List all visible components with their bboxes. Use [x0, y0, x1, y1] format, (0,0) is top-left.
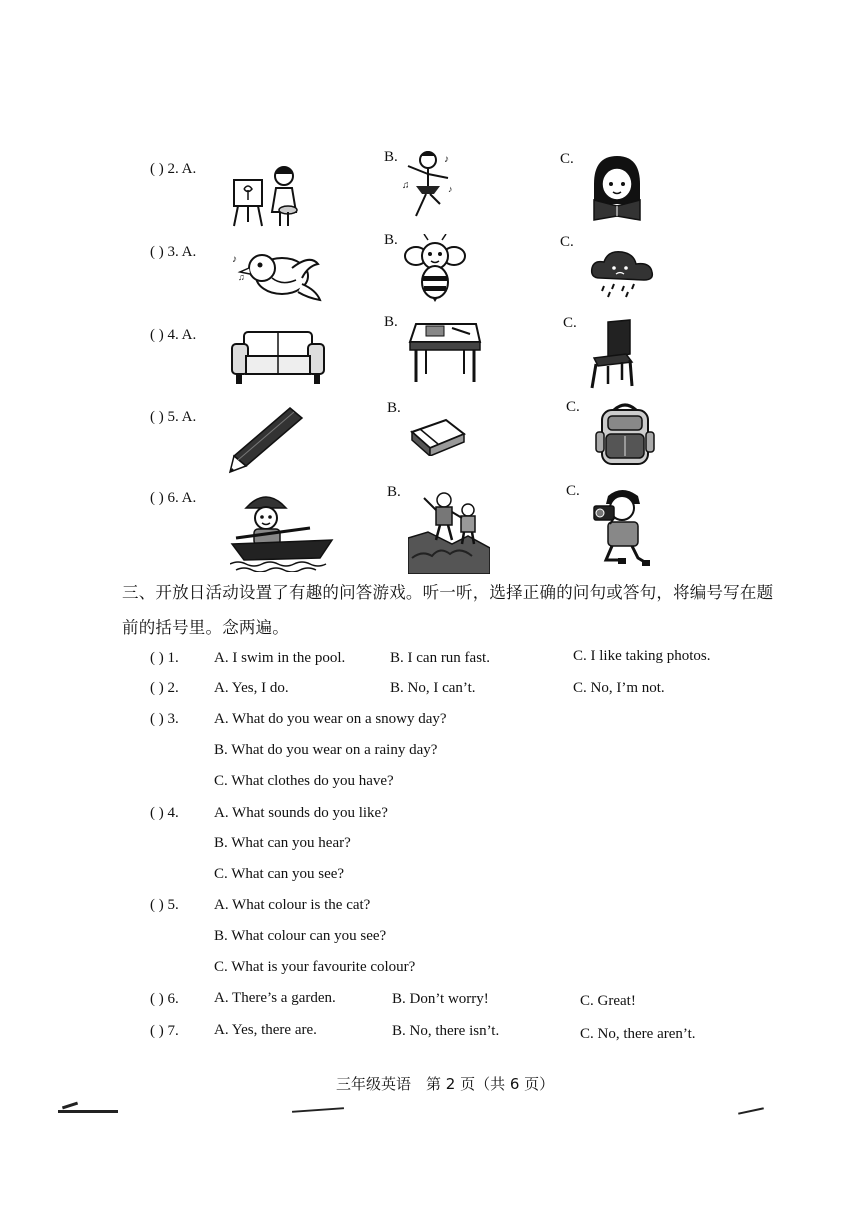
boy-rowing-boat-icon [230, 494, 334, 577]
option-c: C. No, I’m not. [573, 680, 665, 696]
question-number: ( ) 1. [150, 650, 179, 666]
option-b: B. What do you wear on a rainy day? [214, 742, 438, 758]
girl-reading-icon [586, 154, 648, 227]
question-number: ( ) 4. [150, 805, 179, 821]
option-a: A. Yes, I do. [214, 680, 289, 696]
desk-icon [408, 318, 482, 389]
question-number: ( ) 2. [150, 680, 179, 696]
backpack-icon [594, 402, 656, 471]
option-c: C. Great! [580, 993, 636, 1009]
option-letter: B. [387, 484, 401, 500]
chair-icon [586, 318, 638, 395]
option-a: A. Yes, there are. [214, 1022, 317, 1038]
option-a: A. What colour is the cat? [214, 897, 371, 913]
children-climbing-icon [408, 488, 490, 579]
pencil-icon [228, 404, 308, 479]
option-b: B. What can you hear? [214, 835, 351, 851]
svg-text:♫: ♫ [238, 272, 245, 282]
question-number: ( ) 3. [150, 711, 179, 727]
question-number: ( ) 5. A. [150, 409, 197, 425]
option-letter: C. [560, 234, 574, 250]
scan-mark [58, 1110, 118, 1113]
option-letter: B. [384, 314, 398, 330]
option-a: A. There’s a garden. [214, 990, 336, 1006]
girl-dancing-icon [398, 148, 458, 225]
option-a: A. I swim in the pool. [214, 650, 346, 666]
svg-text:♪: ♪ [444, 154, 449, 165]
eraser-icon [408, 416, 468, 461]
option-c: C. What is your favourite colour? [214, 959, 416, 975]
option-b: B. No, there isn’t. [392, 1023, 500, 1039]
option-c: C. What can you see? [214, 866, 345, 882]
section-heading: 三、开放日活动设置了有趣的问答游戏。听一听，选择正确的问句或答句，将编号写在题 [122, 583, 774, 602]
rain-cloud-icon [590, 250, 654, 303]
scan-mark [292, 1107, 344, 1113]
section-heading-continued: 前的括号里。念两遍。 [122, 618, 289, 637]
question-number: ( ) 7. [150, 1023, 179, 1039]
boy-taking-photo-icon [592, 488, 652, 573]
option-b: B. I can run fast. [390, 650, 490, 666]
option-b: B. Don’t worry! [392, 991, 489, 1007]
option-a: A. What do you wear on a snowy day? [214, 711, 447, 727]
svg-text:♪: ♪ [448, 184, 453, 194]
svg-text:♪: ♪ [232, 254, 237, 265]
option-letter: B. [387, 400, 401, 416]
option-a: A. What sounds do you like? [214, 805, 388, 821]
page-footer: 三年级英语 第 2 页（共 6 页） [336, 1075, 555, 1093]
question-number: ( ) 2. A. [150, 161, 197, 177]
option-b: B. What colour can you see? [214, 928, 387, 944]
question-number: ( ) 3. A. [150, 244, 197, 260]
scan-mark [62, 1102, 78, 1110]
svg-text:♫: ♫ [402, 180, 410, 191]
option-c: C. What clothes do you have? [214, 773, 394, 789]
question-number: ( ) 5. [150, 897, 179, 913]
option-c: C. I like taking photos. [573, 648, 711, 664]
question-number: ( ) 4. A. [150, 327, 197, 343]
girl-painting-icon [228, 162, 304, 235]
option-letter: C. [566, 483, 580, 499]
sofa-icon [230, 328, 326, 391]
option-c: C. No, there aren’t. [580, 1026, 696, 1042]
scan-mark [738, 1107, 764, 1114]
option-letter: B. [384, 232, 398, 248]
question-number: ( ) 6. A. [150, 490, 197, 506]
option-b: B. No, I can’t. [390, 680, 476, 696]
bee-icon [404, 234, 466, 307]
option-letter: B. [384, 149, 398, 165]
option-letter: C. [563, 315, 577, 331]
bird-singing-icon [232, 246, 322, 309]
option-letter: C. [566, 399, 580, 415]
option-letter: C. [560, 151, 574, 167]
question-number: ( ) 6. [150, 991, 179, 1007]
